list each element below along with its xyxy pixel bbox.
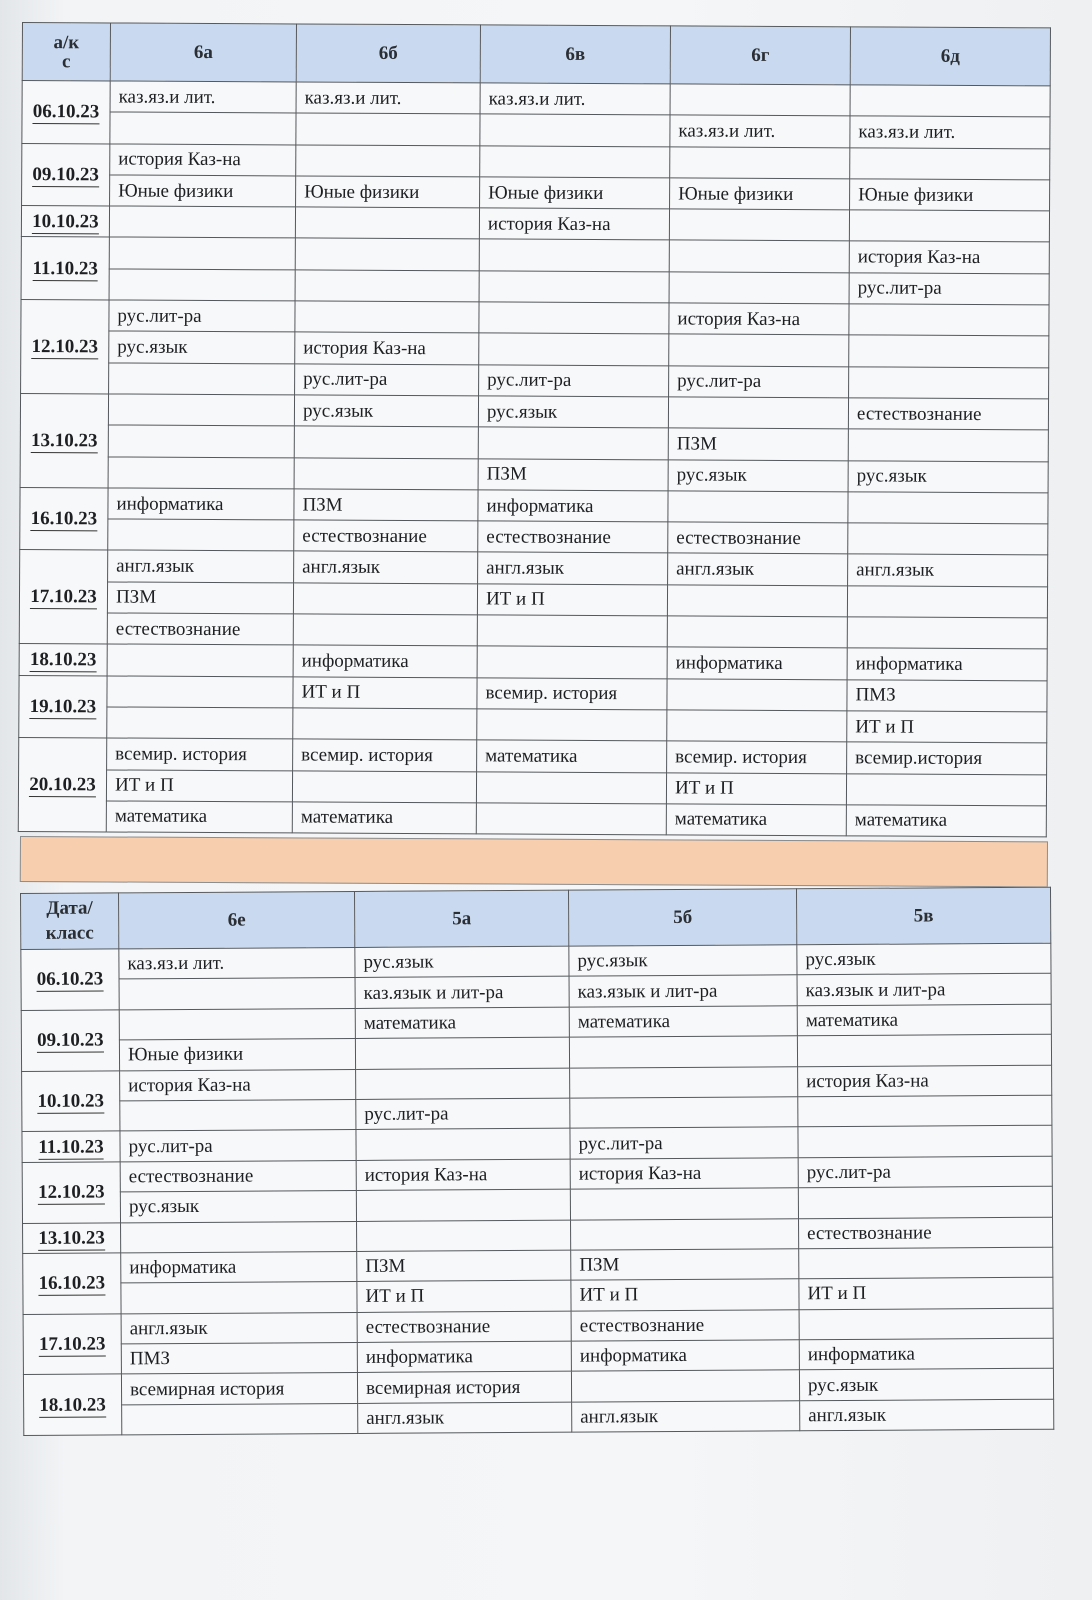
date-cell <box>20 487 108 550</box>
header-row <box>21 887 1051 949</box>
date-label: 12.10.23 <box>38 1181 105 1204</box>
subject-cell <box>849 304 1049 336</box>
subject-cell: рус.язык <box>294 395 478 427</box>
date-cell <box>21 949 119 1010</box>
subject-cell: каз.яз.и лит. <box>670 115 850 147</box>
subject-cell: рус.язык <box>848 460 1048 492</box>
date-label: 06.10.23 <box>32 101 100 123</box>
subject-cell: естествознание <box>478 521 668 553</box>
subject-cell: рус.лит-ра <box>120 1130 356 1162</box>
subject-cell: ПМЗ <box>121 1343 357 1375</box>
subject-cell <box>121 1221 357 1253</box>
subject-cell: естествознание <box>107 613 293 645</box>
date-cell <box>22 1131 120 1162</box>
subject-cell <box>668 397 848 429</box>
subject-cell <box>296 113 480 145</box>
subject-cell: Юные физики <box>480 177 670 209</box>
subject-cell: каз.язык и лит-ра <box>355 977 569 1009</box>
subject-cell: информатика <box>478 490 668 522</box>
subject-cell <box>798 1186 1052 1218</box>
subject-cell <box>570 1066 798 1098</box>
subject-cell <box>296 145 480 177</box>
subject-cell: математика <box>797 1004 1051 1036</box>
subject-cell <box>108 425 294 457</box>
subject-cell: ИТ и П <box>847 711 1047 743</box>
subject-cell: история Каз-на <box>295 332 479 364</box>
subject-cell: всемир. история <box>293 739 477 771</box>
subject-cell <box>107 676 293 708</box>
subject-cell: Юные физики <box>296 176 480 208</box>
subject-cell: ИТ и П <box>106 769 292 801</box>
date-label: 19.10.23 <box>29 695 97 718</box>
subject-cell <box>294 457 478 489</box>
subject-cell <box>120 1099 356 1131</box>
subject-cell: рус.язык <box>797 943 1051 975</box>
subject-cell: англ.язык <box>108 550 294 582</box>
subject-cell: математика <box>569 1006 797 1038</box>
subject-cell <box>293 708 477 740</box>
subject-cell <box>569 1036 797 1068</box>
subject-cell: информатика <box>121 1251 357 1283</box>
subject-cell: естествознание <box>848 398 1048 430</box>
date-label: 20.10.23 <box>29 774 96 796</box>
subject-cell <box>107 644 293 676</box>
schedule-table-6e-5-classes <box>20 887 1054 1437</box>
subject-cell <box>477 709 667 741</box>
subject-cell: англ.язык <box>668 553 848 585</box>
subject-cell: информатика <box>571 1340 799 1372</box>
date-label: 10.10.23 <box>32 210 99 233</box>
subject-cell: история Каз-на <box>570 1157 798 1189</box>
date-cell <box>22 81 110 144</box>
subject-cell: математика <box>477 740 667 772</box>
subject-cell <box>850 85 1050 117</box>
subject-cell: каз.язык и лит-ра <box>797 974 1051 1006</box>
class-header-6g: 6г <box>670 26 850 85</box>
class-header-5v: 5в <box>796 887 1050 945</box>
subject-cell <box>570 1097 798 1129</box>
date-cell <box>22 143 110 206</box>
subject-cell: информатика <box>293 645 477 677</box>
subject-cell: естествознание <box>799 1217 1053 1249</box>
subject-cell: ИТ и П <box>357 1280 571 1312</box>
subject-cell <box>670 84 850 116</box>
subject-cell <box>478 427 668 459</box>
subject-cell: Юные физики <box>119 1039 355 1071</box>
subject-cell <box>847 586 1047 618</box>
subject-cell <box>477 615 667 647</box>
subject-cell <box>355 1037 569 1069</box>
subject-cell: ПЗМ <box>107 582 293 614</box>
subject-cell <box>295 207 479 239</box>
date-label: 16.10.23 <box>38 1272 106 1295</box>
table-row <box>24 1399 1054 1436</box>
date-label: 11.10.23 <box>32 257 98 280</box>
date-label: 09.10.23 <box>37 1029 104 1052</box>
subject-cell <box>479 239 669 271</box>
subject-cell: история Каз-на <box>849 241 1049 273</box>
subject-cell: математика <box>666 804 846 836</box>
date-cell <box>23 1253 121 1314</box>
subject-cell <box>108 394 294 426</box>
subject-cell <box>667 679 847 711</box>
subject-cell: всемир. история <box>667 741 847 773</box>
subject-cell: всемир. история <box>477 678 667 710</box>
subject-cell: всемир. история <box>107 738 293 770</box>
subject-cell <box>848 523 1048 555</box>
subject-cell <box>480 145 670 177</box>
subject-cell <box>479 271 669 303</box>
date-label: 16.10.23 <box>30 508 98 530</box>
subject-cell: рус.язык <box>355 946 569 978</box>
date-class-header <box>22 23 110 81</box>
subject-cell: ПЗМ <box>571 1249 799 1281</box>
subject-cell <box>109 237 295 269</box>
subject-cell <box>669 272 849 304</box>
date-cell <box>22 1162 120 1223</box>
subject-cell <box>667 585 847 617</box>
subject-cell: естествознание <box>357 1311 571 1343</box>
subject-cell <box>108 457 294 489</box>
subject-cell: информатика <box>108 488 294 520</box>
subject-cell <box>476 803 666 835</box>
subject-cell <box>356 1068 570 1100</box>
subject-cell: англ.язык <box>294 551 478 583</box>
class-header-6e: 6е <box>119 891 355 948</box>
subject-cell <box>293 583 477 615</box>
subject-cell <box>798 1095 1052 1127</box>
orange-separator-band <box>20 836 1048 887</box>
date-label: 17.10.23 <box>38 1333 106 1355</box>
date-cell <box>19 675 107 738</box>
class-header-5a: 5а <box>354 890 568 947</box>
date-label: 18.10.23 <box>29 649 97 671</box>
subject-cell <box>848 492 1048 524</box>
subject-cell: ПЗМ <box>357 1250 571 1282</box>
subject-cell: история Каз-на <box>120 1069 356 1101</box>
subject-cell <box>669 240 849 272</box>
subject-cell <box>107 707 293 739</box>
subject-cell <box>122 1403 358 1435</box>
schedule-table-6-classes <box>18 22 1051 838</box>
subject-cell: каз.яз.и лит. <box>296 82 480 114</box>
subject-cell: ИТ и П <box>293 677 477 709</box>
corner-label: а/к с <box>53 31 80 72</box>
subject-cell: англ.язык <box>358 1402 572 1434</box>
subject-cell: история Каз-на <box>356 1159 570 1191</box>
subject-cell: ИТ и П <box>666 772 846 804</box>
subject-cell: рус.лит-ра <box>669 366 849 398</box>
subject-cell <box>571 1218 799 1250</box>
subject-cell: ПЗМ <box>668 428 848 460</box>
subject-cell <box>846 773 1046 805</box>
subject-cell: рус.лит-ра <box>798 1156 1052 1188</box>
subject-cell: история Каз-на <box>110 144 296 176</box>
class-header-6a: 6а <box>110 23 296 82</box>
date-cell <box>19 550 107 644</box>
subject-cell: рус.язык <box>668 459 848 491</box>
subject-cell <box>669 209 849 241</box>
subject-cell: история Каз-на <box>669 303 849 335</box>
class-header-6d: 6д <box>850 27 1050 86</box>
subject-cell <box>109 363 295 395</box>
subject-cell <box>480 114 670 146</box>
subject-cell <box>798 1126 1052 1158</box>
subject-cell <box>847 617 1047 649</box>
subject-cell: рус.язык <box>799 1369 1053 1401</box>
subject-cell <box>109 206 295 238</box>
date-cell <box>21 300 109 394</box>
date-class-header <box>21 893 119 950</box>
subject-cell: рус.лит-ра <box>849 273 1049 305</box>
subject-cell: рус.язык <box>120 1191 356 1223</box>
header-row <box>22 23 1050 86</box>
subject-cell <box>849 335 1049 367</box>
subject-cell <box>670 146 850 178</box>
table-row <box>18 800 1046 837</box>
date-label: 11.10.23 <box>38 1136 104 1158</box>
date-cell <box>18 738 106 832</box>
subject-cell: рус.лит-ра <box>109 300 295 332</box>
subject-cell <box>799 1247 1053 1279</box>
subject-cell: математика <box>846 805 1046 837</box>
subject-cell <box>476 771 666 803</box>
date-label: 12.10.23 <box>31 336 99 358</box>
subject-cell: каз.яз.и лит. <box>850 116 1050 148</box>
subject-cell <box>295 270 479 302</box>
subject-cell <box>119 978 355 1010</box>
subject-cell <box>849 210 1049 242</box>
subject-cell: естествознание <box>571 1309 799 1341</box>
subject-cell: ПМЗ <box>847 679 1047 711</box>
date-label: 06.10.23 <box>36 968 104 991</box>
subject-cell <box>571 1370 799 1402</box>
class-header-5b: 5б <box>568 889 796 946</box>
subject-cell: информатика <box>357 1341 571 1373</box>
subject-cell: ПЗМ <box>478 458 668 490</box>
subject-cell <box>570 1188 798 1220</box>
subject-cell: каз.яз.и лит. <box>110 81 296 113</box>
subject-cell: информатика <box>847 648 1047 680</box>
subject-cell: рус.лит-ра <box>356 1098 570 1130</box>
subject-cell <box>292 770 476 802</box>
subject-cell: рус.язык <box>478 396 668 428</box>
subject-cell: информатика <box>799 1338 1053 1370</box>
subject-cell: рус.язык <box>109 331 295 363</box>
subject-cell: рус.лит-ра <box>479 365 669 397</box>
date-cell <box>21 1010 119 1071</box>
subject-cell <box>356 1128 570 1160</box>
subject-cell: рус.лит-ра <box>570 1127 798 1159</box>
subject-cell <box>479 302 669 334</box>
date-cell <box>20 393 108 487</box>
date-cell <box>21 237 109 300</box>
subject-cell: Юные физики <box>670 178 850 210</box>
subject-cell <box>849 367 1049 399</box>
corner-label: Дата/ класс <box>45 897 94 944</box>
subject-cell <box>293 614 477 646</box>
date-cell <box>19 644 107 676</box>
subject-cell: ИТ и П <box>571 1279 799 1311</box>
subject-cell <box>479 333 669 365</box>
subject-cell <box>356 1189 570 1221</box>
subject-cell <box>848 429 1048 461</box>
subject-cell: каз.яз.и лит. <box>480 83 670 115</box>
subject-cell: история Каз-на <box>798 1065 1052 1097</box>
subject-cell <box>667 616 847 648</box>
subject-cell <box>477 646 667 678</box>
subject-cell: каз.язык и лит-ра <box>569 975 797 1007</box>
schedule-body <box>21 943 1054 1436</box>
subject-cell: естествознание <box>120 1160 356 1192</box>
subject-cell: математика <box>106 801 292 833</box>
subject-cell <box>669 334 849 366</box>
subject-cell: математика <box>292 802 476 834</box>
date-label: 09.10.23 <box>32 163 100 186</box>
subject-cell <box>295 301 479 333</box>
subject-cell: всемир.история <box>847 742 1047 774</box>
subject-cell: Юные физики <box>850 179 1050 211</box>
subject-cell: естествознание <box>668 522 848 554</box>
subject-cell: англ.язык <box>800 1399 1054 1431</box>
subject-cell <box>108 519 294 551</box>
subject-cell: рус.язык <box>569 945 797 977</box>
subject-cell <box>294 426 478 458</box>
date-label: 17.10.23 <box>30 586 97 608</box>
subject-cell <box>357 1220 571 1252</box>
date-label: 13.10.23 <box>31 429 98 452</box>
date-cell <box>23 1314 121 1375</box>
subject-cell: история Каз-на <box>479 208 669 240</box>
date-cell <box>23 1374 121 1435</box>
subject-cell: ИТ и П <box>477 584 667 616</box>
subject-cell: ИТ и П <box>799 1277 1053 1309</box>
subject-cell <box>797 1034 1051 1066</box>
date-cell <box>21 206 109 238</box>
subject-cell: англ.язык <box>848 554 1048 586</box>
subject-cell: естествознание <box>294 520 478 552</box>
subject-cell: каз.яз.и лит. <box>119 947 355 979</box>
date-cell <box>23 1222 121 1253</box>
subject-cell: Юные физики <box>110 175 296 207</box>
subject-cell <box>667 710 847 742</box>
subject-cell: математика <box>355 1007 569 1039</box>
subject-cell <box>121 1282 357 1314</box>
subject-cell: информатика <box>667 647 847 679</box>
date-label: 13.10.23 <box>38 1227 105 1249</box>
subject-cell: англ.язык <box>478 552 668 584</box>
subject-cell <box>850 147 1050 179</box>
subject-cell <box>109 269 295 301</box>
subject-cell <box>799 1308 1053 1340</box>
class-header-6b: 6б <box>296 24 480 83</box>
subject-cell: англ.язык <box>572 1401 800 1433</box>
subject-cell: англ.язык <box>121 1312 357 1344</box>
subject-cell <box>668 491 848 523</box>
subject-cell: всемирная история <box>357 1372 571 1404</box>
subject-cell: ПЗМ <box>294 489 478 521</box>
subject-cell: рус.лит-ра <box>295 364 479 396</box>
subject-cell <box>295 238 479 270</box>
date-label: 10.10.23 <box>37 1090 105 1112</box>
date-cell <box>22 1070 120 1131</box>
subject-cell <box>119 1008 355 1040</box>
subject-cell: всемирная история <box>121 1373 357 1405</box>
schedule-body <box>18 81 1050 837</box>
class-header-6v: 6в <box>480 25 670 84</box>
subject-cell <box>110 112 296 144</box>
date-label: 18.10.23 <box>39 1394 106 1416</box>
